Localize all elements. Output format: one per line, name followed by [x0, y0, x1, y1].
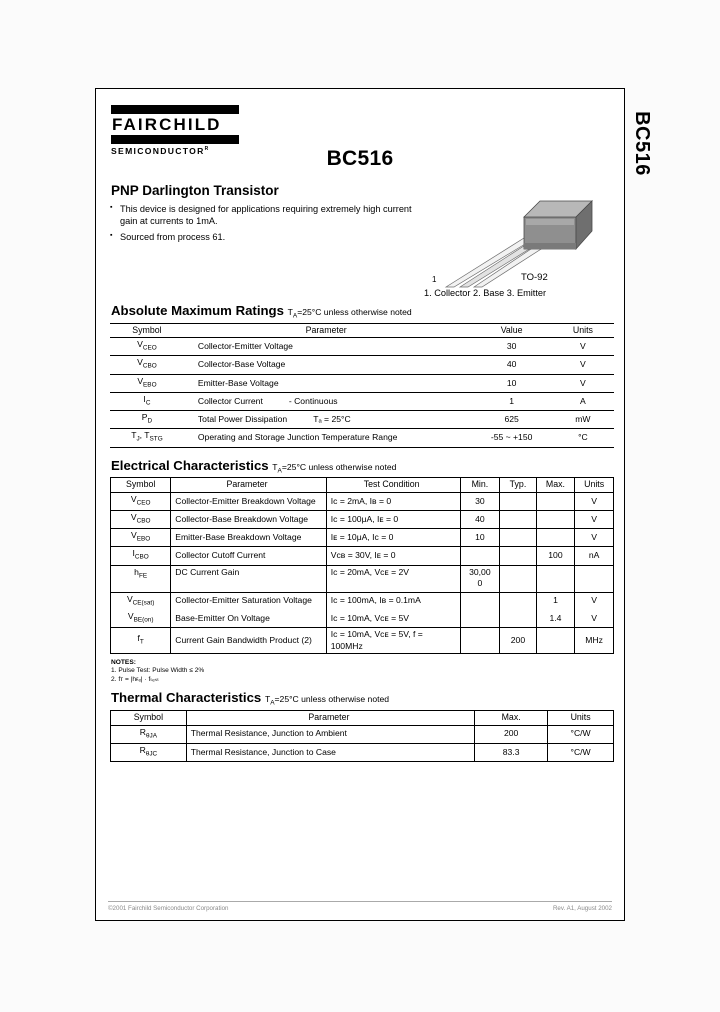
- logo-name: FAIRCHILD: [112, 115, 222, 134]
- cell-min: 30: [460, 492, 500, 510]
- cell-value: 1: [471, 392, 551, 410]
- cell-units: V: [552, 338, 614, 356]
- symbol-base: V: [130, 511, 137, 522]
- notes-heading: NOTES:: [111, 659, 136, 667]
- cell-symbol: [110, 356, 184, 374]
- symbol-subscript: BE(on): [133, 616, 154, 624]
- column-header-units: Units: [575, 478, 614, 493]
- pin-1-number: 1: [432, 275, 437, 284]
- cell-parameter: Collector Cutoff Current: [171, 547, 326, 565]
- notes-block: [111, 659, 612, 684]
- symbol-subscript: CBO: [134, 554, 149, 562]
- column-header-parameter: Parameter: [186, 711, 474, 726]
- footer-copyright: ©2001 Fairchild Semiconductor Corporation: [108, 905, 229, 912]
- cell-parameter: Emitter-Base Breakdown Voltage: [171, 529, 326, 547]
- symbol-base: R: [139, 744, 146, 755]
- column-header-units: Units: [552, 323, 614, 338]
- cell-min: [460, 592, 500, 610]
- cell-parameter: [184, 392, 472, 410]
- cell-units: °C/W: [548, 743, 614, 761]
- condition-subscript: A: [277, 467, 282, 475]
- cell-max: 83.3: [475, 743, 548, 761]
- symbol-subscript: CBO: [136, 517, 151, 525]
- column-header-parameter: Parameter: [171, 478, 326, 493]
- cell-parameter: Collector-Base Breakdown Voltage: [171, 510, 326, 528]
- symbol-base: V: [131, 530, 137, 541]
- column-header-value: Value: [471, 323, 551, 338]
- cell-parameter: Collector-Base Voltage: [184, 356, 472, 374]
- symbol-subscript: FE: [138, 572, 148, 580]
- cell-max: 1: [536, 592, 575, 610]
- table-row: [111, 492, 614, 510]
- column-header-units: Units: [548, 711, 614, 726]
- registered-mark: R: [204, 146, 210, 153]
- table-row: [110, 392, 614, 410]
- section-title-thermal-characteristics: [111, 690, 612, 707]
- cell-units: V: [575, 610, 614, 628]
- condition-text: =25°C unless otherwise noted: [297, 307, 412, 317]
- cell-min: [460, 547, 500, 565]
- package-name: TO-92: [521, 272, 548, 283]
- table-row: [110, 356, 614, 374]
- symbol-subscript: C: [145, 399, 151, 407]
- cell-units: nA: [575, 547, 614, 565]
- table-header-row: [111, 711, 614, 726]
- column-header-test-condition: Test Condition: [326, 478, 460, 493]
- condition-symbol: T: [287, 307, 293, 317]
- package-diagram: [416, 179, 606, 304]
- section-title-absolute-maximum-ratings: [111, 303, 612, 320]
- cell-max: 1.4: [536, 610, 575, 628]
- column-header-typ: Typ.: [500, 478, 536, 493]
- cell-typ: [500, 529, 536, 547]
- symbol-base: V: [137, 375, 144, 386]
- page-side-tab: [622, 88, 660, 198]
- symbol-base: P: [141, 412, 148, 423]
- cell-symbol: [110, 338, 184, 356]
- symbol-subscript: T: [139, 638, 144, 646]
- section-condition: [272, 461, 397, 475]
- table-row: [110, 338, 614, 356]
- parameter-condition: Tₐ = 25°C: [313, 413, 351, 424]
- parameter-text: Total Power Dissipation: [197, 413, 288, 424]
- table-row: [110, 411, 614, 429]
- cell-parameter: Operating and Storage Junction Temperature Range: [184, 429, 472, 447]
- cell-units: V: [575, 510, 614, 528]
- cell-symbol: [110, 429, 184, 447]
- condition-symbol: T: [264, 694, 271, 705]
- symbol-base: V: [130, 493, 137, 504]
- cell-min: [460, 565, 500, 592]
- absolute-maximum-ratings-table: [110, 323, 614, 448]
- cell-symbol: [111, 547, 171, 565]
- table-row: [111, 510, 614, 528]
- section-condition: [287, 307, 412, 320]
- symbol-subscript: θJC: [145, 750, 158, 758]
- table-row: [111, 565, 614, 592]
- parameter-text: Collector Current: [197, 395, 263, 406]
- cell-units: V: [575, 529, 614, 547]
- cell-symbol: [111, 610, 171, 628]
- cell-parameter: DC Current Gain: [171, 565, 326, 592]
- cell-parameter: Collector-Emitter Voltage: [184, 338, 472, 356]
- footer-revision: Rev. A1, August 2002: [552, 905, 612, 912]
- cell-max: [536, 492, 575, 510]
- side-tab-label: BC516: [630, 110, 653, 176]
- cell-symbol: [111, 565, 171, 592]
- logo-subtitle-text: SEMICONDUCTOR: [111, 146, 205, 156]
- table-row: [111, 725, 614, 743]
- min-value-text: 30,000: [469, 566, 491, 589]
- cell-value: 625: [471, 411, 551, 429]
- list-item: ▪ Sourced from process 61.: [108, 231, 418, 243]
- column-header-symbol: Symbol: [111, 711, 187, 726]
- cell-value: 10: [471, 374, 551, 392]
- cell-units: A: [552, 392, 614, 410]
- section-heading-text: Electrical Characteristics: [111, 457, 269, 473]
- column-header-symbol: Symbol: [111, 478, 171, 493]
- cell-symbol: [111, 529, 171, 547]
- cell-parameter: Collector-Emitter Saturation Voltage: [171, 592, 326, 610]
- column-header-max: Max.: [475, 711, 548, 726]
- symbol-base: h: [134, 566, 139, 577]
- cell-max: [536, 628, 575, 654]
- cell-units: V: [552, 374, 614, 392]
- column-header-min: Min.: [460, 478, 500, 493]
- cell-test-condition: Iᴇ = 10μA, Iᴄ = 0: [326, 529, 460, 547]
- symbol-subscript: CEO: [136, 499, 151, 507]
- section-heading-text: Absolute Maximum Ratings: [111, 303, 284, 318]
- cell-units: °C: [552, 429, 614, 447]
- cell-symbol: [111, 510, 171, 528]
- symbol-base: f: [137, 632, 140, 643]
- section-title-electrical-characteristics: [111, 458, 612, 475]
- section-condition: [264, 694, 390, 707]
- list-item: ▪ This device is designed for applications requiring extremely high current gain at currents to 1mA.: [108, 203, 418, 227]
- cell-typ: [500, 510, 536, 528]
- condition-symbol: T: [272, 461, 278, 472]
- symbol-subscript: J: [136, 436, 140, 444]
- cell-units: V: [552, 356, 614, 374]
- note-item: 2. fᴛ = |hғₑ| · fₜₑₛₜ: [111, 675, 160, 683]
- table-row: [110, 374, 614, 392]
- condition-subscript: A: [270, 700, 275, 707]
- cell-max: 200: [475, 725, 548, 743]
- document-frame: [95, 88, 625, 921]
- logo-bar-bottom: [111, 135, 239, 144]
- cell-parameter: Emitter-Base Voltage: [184, 374, 472, 392]
- thermal-characteristics-table: [110, 710, 614, 762]
- table-row: [111, 547, 614, 565]
- document-header: [108, 99, 612, 177]
- cell-test-condition: Vᴄʙ = 30V, Iᴇ = 0: [326, 547, 460, 565]
- cell-typ: [500, 610, 536, 628]
- symbol-base-2: , T: [139, 430, 150, 441]
- symbol-subscript: CE(sat): [132, 599, 155, 607]
- cell-max: [536, 510, 575, 528]
- section-heading-text: Thermal Characteristics: [111, 690, 262, 706]
- package-pinout: 1. Collector 2. Base 3. Emitter: [424, 288, 547, 298]
- cell-symbol: [111, 628, 171, 654]
- cell-test-condition: Iᴄ = 10mA, Vᴄᴇ = 5V: [326, 610, 460, 628]
- symbol-base: V: [127, 610, 134, 621]
- table-row: [111, 592, 614, 610]
- electrical-characteristics-table: [110, 477, 614, 654]
- feature-list: [108, 203, 418, 244]
- table-row: [111, 743, 614, 761]
- description-title: PNP Darlington Transistor: [111, 183, 279, 198]
- symbol-base: I: [132, 548, 135, 559]
- cell-symbol: [110, 392, 184, 410]
- table-row: [111, 529, 614, 547]
- table-row: [111, 628, 614, 654]
- cell-test-condition: Iᴄ = 100mA, Iʙ = 0.1mA: [326, 592, 460, 610]
- cell-units: V: [575, 492, 614, 510]
- cell-test-condition: Iᴄ = 2mA, Iʙ = 0: [326, 492, 460, 510]
- note-item: 1. Pulse Test: Pulse Width ≤ 2%: [111, 667, 205, 675]
- document-footer: [108, 901, 612, 912]
- cell-min: [460, 628, 500, 654]
- cell-units: mW: [552, 411, 614, 429]
- cell-typ: [500, 547, 536, 565]
- symbol-subscript: EBO: [143, 381, 157, 389]
- cell-min: 10: [460, 529, 500, 547]
- cell-max: [536, 529, 575, 547]
- cell-symbol: [111, 743, 187, 761]
- cell-parameter: Thermal Resistance, Junction to Ambient: [186, 725, 474, 743]
- symbol-subscript: D: [147, 417, 153, 425]
- cell-typ: [500, 492, 536, 510]
- cell-typ: [500, 592, 536, 610]
- cell-value: 40: [471, 356, 551, 374]
- column-header-parameter: Parameter: [184, 323, 472, 338]
- cell-max: [536, 565, 575, 592]
- symbol-base: V: [137, 339, 143, 350]
- cell-parameter: Current Gain Bandwidth Product (2): [171, 628, 326, 654]
- condition-subscript: A: [292, 312, 298, 320]
- cell-symbol: [110, 374, 184, 392]
- cell-units: MHz: [575, 628, 614, 654]
- condition-text: =25°C unless otherwise noted: [274, 694, 390, 705]
- cell-parameter: Thermal Resistance, Junction to Case: [186, 743, 474, 761]
- cell-typ: 200: [500, 628, 536, 654]
- cell-min: [460, 610, 500, 628]
- page-title: BC516: [326, 147, 394, 170]
- symbol-base: T: [131, 430, 137, 441]
- cell-parameter: Base-Emitter On Voltage: [171, 610, 326, 628]
- cell-symbol: [111, 725, 187, 743]
- parameter-condition: - Continuous: [288, 395, 338, 406]
- symbol-subscript: θJA: [145, 732, 157, 740]
- cell-units: V: [575, 592, 614, 610]
- cell-min: 40: [460, 510, 500, 528]
- description-block: [108, 183, 612, 303]
- condition-text: =25°C unless otherwise noted: [281, 461, 397, 472]
- cell-test-condition: Iᴄ = 100μA, Iᴇ = 0: [326, 510, 460, 528]
- symbol-subscript: CEO: [142, 344, 157, 352]
- table-header-row: [111, 478, 614, 493]
- symbol-subscript: EBO: [136, 535, 151, 543]
- table-row: [110, 429, 614, 447]
- column-header-symbol: Symbol: [110, 323, 184, 338]
- cell-test-condition: Iᴄ = 20mA, Vᴄᴇ = 2V: [326, 565, 460, 592]
- table-header-row: [110, 323, 614, 338]
- cell-test-condition: Iᴄ = 10mA, Vᴄᴇ = 5V, f = 100MHz: [326, 628, 460, 654]
- cell-symbol: [110, 411, 184, 429]
- cell-parameter: Collector-Emitter Breakdown Voltage: [171, 492, 326, 510]
- symbol-base: I: [143, 393, 146, 404]
- logo-bar-top: [111, 105, 239, 114]
- cell-units: °C/W: [548, 725, 614, 743]
- cell-symbol: [111, 492, 171, 510]
- cell-units: [575, 565, 614, 592]
- to92-package-drawing: [416, 179, 606, 304]
- cell-parameter: [184, 411, 472, 429]
- symbol-subscript-2: STG: [149, 436, 163, 444]
- cell-value: 30: [471, 338, 551, 356]
- symbol-base: V: [137, 357, 143, 368]
- symbol-base: R: [139, 726, 146, 737]
- cell-max: 100: [536, 547, 575, 565]
- symbol-subscript: CBO: [142, 363, 157, 371]
- symbol-base: V: [126, 593, 133, 604]
- column-header-max: Max.: [536, 478, 575, 493]
- table-row: [111, 610, 614, 628]
- cell-symbol: [111, 592, 171, 610]
- cell-value: -55 ~ +150: [471, 429, 551, 447]
- cell-typ: [500, 565, 536, 592]
